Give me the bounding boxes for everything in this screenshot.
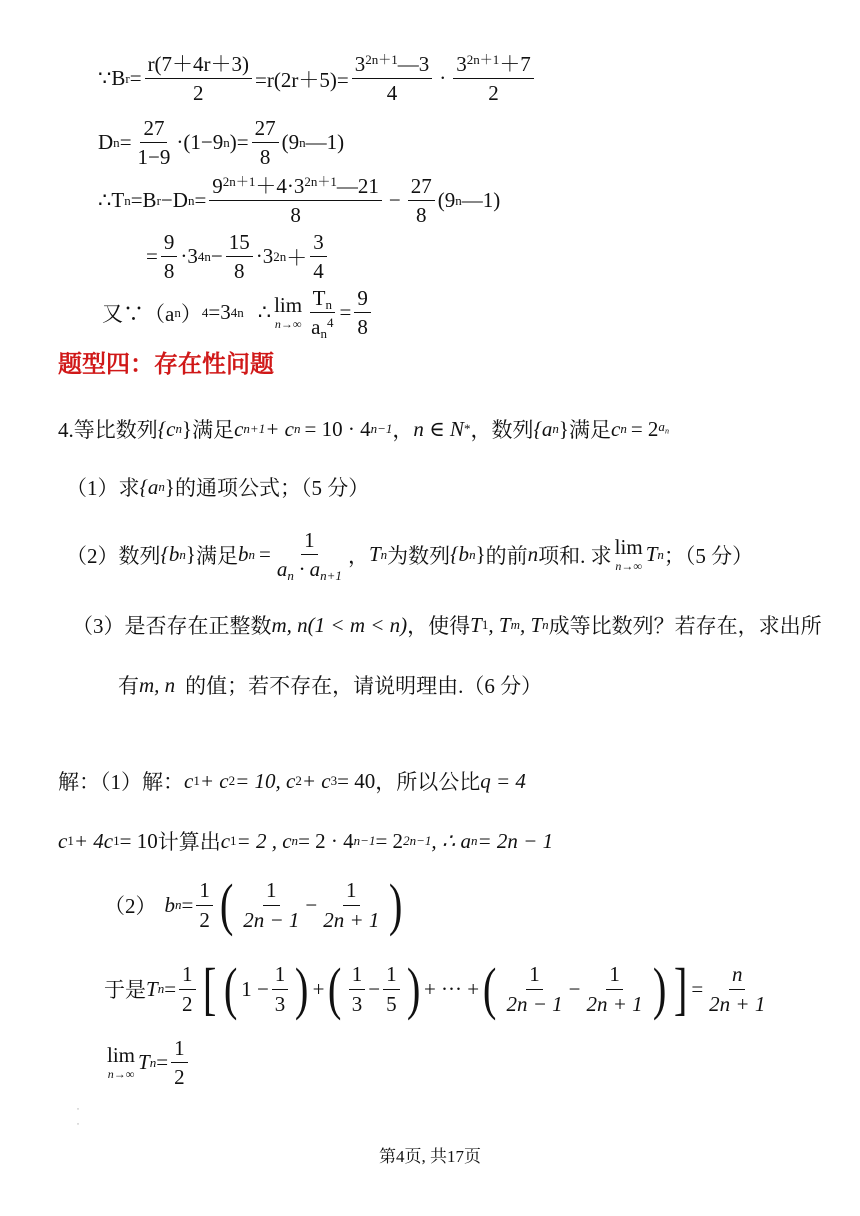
fraction: $\frac{n}{2n + 1}$ <box>709 962 766 1016</box>
scan-artifact: ˙ ˙ <box>76 1105 80 1134</box>
section-heading: 题型四：存在性问题 <box>58 350 274 378</box>
fraction: $\frac{9^{2n+1}+4\cdot 3^{2n+1}—21}{8}$ <box>209 174 382 227</box>
fraction: $\frac{1}{2}$ <box>171 1036 188 1089</box>
derivation-line-1: ∵B r = $\frac{r(7+4r+3)}{2}$ =r(2r＋5)= $\frac{3^{2n+1}—3}{4}$ · $\frac{3^{2n+1}+7}{2}$ <box>98 52 537 105</box>
limit-operator: lim n→∞ <box>274 293 303 332</box>
solution-step-3: （2） b n = $\frac{1}{2}$ ( $\frac{1}{2n - 1}$ − $\frac{1}{2n + 1}$ ) <box>104 872 403 937</box>
derivation-line-2: D n = $\frac{27}{1-9}$ ·(1−9 n )= $\frac{27}{8}$ (9 n —1) <box>98 116 345 170</box>
question-3-continued: 有 m, n 的值；若不存在，请说明理由.（6 分） <box>118 672 543 698</box>
problem-statement: 4.等比数列 {c n } 满足 c n+1 + c n = 10 · 4 n−1 ， n ∈ N * ， 数列 {a n } 满足 c n = 2 $a_n$ <box>58 416 669 442</box>
derivation-line-3: ∴T n =B r −D n = $\frac{9^{2n+1}+4\cdot 3^{2n+1}—21}{8}$ − $\frac{27}{8}$ (9 n —1) <box>98 173 501 228</box>
solution-step-2: c 1 + 4c 1 = 10 计算出 c 1 = 2 , c n = 2 · 4 n−1 = 2 2n−1 , ∴ a n = 2n − 1 <box>58 828 554 854</box>
fraction: $\frac{1}{2n - 1}$ <box>243 878 300 932</box>
fraction: $\frac{1}{3}$ <box>272 962 289 1015</box>
fraction: $\frac{3^{2n+1}—3}{4}$ <box>352 52 433 105</box>
derivation-line-5: 又∵（a n ） 4 =3 4n ∴ lim n→∞ $\frac{T_n}{a_n^4}$ = $\frac{9}{8}$ <box>102 286 374 339</box>
question-1: （1）求 {a n } 的通项公式；（5 分） <box>66 474 370 500</box>
question-3: （3）是否存在正整数 m, n (1 < m < n) ，使得 T 1 , T m , T n 成等比数列？若存在，求出所 <box>72 612 822 638</box>
limit-operator: lim n→∞ <box>614 535 643 574</box>
fraction: $\frac{T_n}{a_n^4}$ <box>311 286 334 342</box>
solution-step-5: lim n→∞ T n = $\frac{1}{2}$ <box>104 1036 191 1089</box>
derivation-line-4: = $\frac{9}{8}$ ·3 4n − $\frac{15}{8}$ ·3 2n ＋ $\frac{3}{4}$ <box>146 230 330 283</box>
fraction: $\frac{27}{1-9}$ <box>137 116 171 170</box>
fraction: $\frac{3^{2n+1}+7}{2}$ <box>453 52 534 105</box>
fraction: $\frac{9}{8}$ <box>354 286 371 339</box>
page-footer: 第4页, 共17页 <box>379 1147 481 1166</box>
limit-operator: lim n→∞ <box>107 1043 136 1082</box>
fraction: $\frac{3}{4}$ <box>310 230 327 283</box>
fraction: $\frac{15}{8}$ <box>226 230 253 283</box>
fraction: $\frac{1}{2n - 1}$ <box>506 962 563 1016</box>
fraction: $\frac{1}{3}$ <box>349 962 366 1015</box>
fraction: $\frac{1}{2}$ <box>179 962 196 1015</box>
fraction: $\frac{27}{8}$ <box>252 116 279 169</box>
fraction: $\frac{1}{2n + 1}$ <box>323 878 380 932</box>
fraction: $\frac{9}{8}$ <box>161 230 178 283</box>
fraction: $\frac{27}{8}$ <box>408 174 435 227</box>
solution-step-4: 于是 T n = $\frac{1}{2}$ [ ( 1 − $\frac{1}{3}$ ) + ( $\frac{1}{3}$ − $\frac{1}{5}$ ) + ··· + ( $\frac{1}{2n - 1}$ − $\frac{1}{2n + 1}$ ) ] = $\frac{n}{2n + 1}$ <box>104 960 771 1018</box>
fraction: $\frac{r(7+4r+3)}{2}$ <box>145 52 252 105</box>
fraction: $\frac{1}{2}$ <box>196 878 213 931</box>
fraction: $\frac{1}{a_n \cdot a_{n+1}}$ <box>276 528 342 584</box>
fraction: $\frac{1}{5}$ <box>383 962 400 1015</box>
fraction: $\frac{1}{2n + 1}$ <box>586 962 643 1016</box>
solution-step-1: 解：（1）解： c 1 + c 2 = 10, c 2 + c 3 = 40 ，所以公比 q = 4 <box>58 768 526 794</box>
question-2: （2）数列 {b n } 满足 b n = $\frac{1}{a_n \cdot a_{n+1}}$ ， T n 为数列 {b n } 的前 n 项和. 求 lim n→∞ T n ；（5 分） <box>66 528 754 584</box>
